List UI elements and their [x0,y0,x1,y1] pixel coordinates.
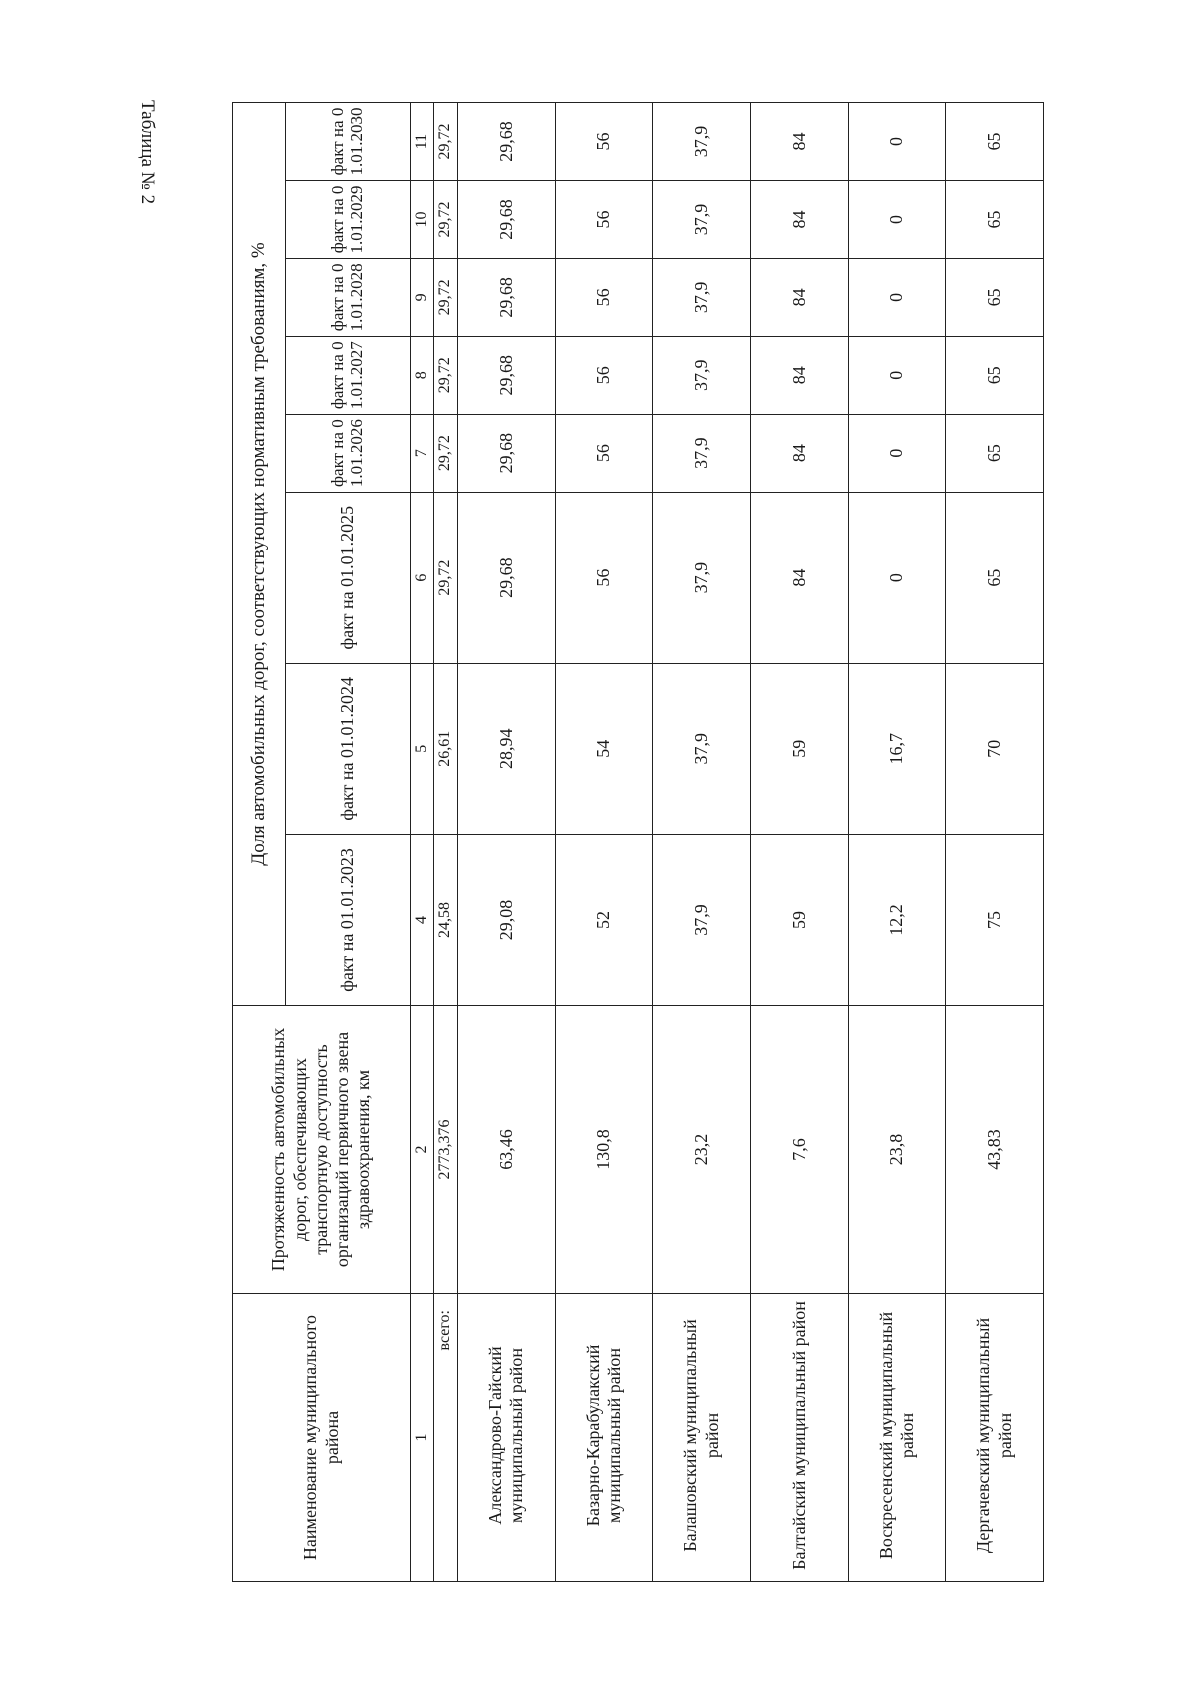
district-name: Александрово-Гайский муниципальный район [457,1294,555,1582]
total-value: 24,58 [434,834,457,1005]
column-number: 5 [411,663,434,834]
share-value: 0 [848,336,946,414]
share-value: 65 [946,181,1044,259]
share-value: 65 [946,492,1044,663]
district-name: Дергачевский муниципальный район [946,1294,1044,1582]
share-value: 0 [848,492,946,663]
share-value: 37,9 [653,663,751,834]
column-number: 10 [411,181,434,259]
share-value: 16,7 [848,663,946,834]
table-row [848,103,946,1582]
share-value: 56 [555,103,653,181]
rotated-table-sheet [232,102,1044,1582]
share-value: 0 [848,181,946,259]
district-name: Балашовский муниципальный район [653,1294,751,1582]
header-year: факт на 01.01.2029 [286,181,411,259]
share-value: 56 [555,492,653,663]
share-value: 37,9 [653,258,751,336]
share-value: 29,68 [457,181,555,259]
table-row [457,103,555,1582]
share-value: 37,9 [653,834,751,1005]
share-value: 29,68 [457,336,555,414]
header-year: факт на 01.01.2026 [286,414,411,492]
share-value: 56 [555,414,653,492]
share-value: 65 [946,103,1044,181]
share-value: 56 [555,336,653,414]
table-row [750,103,848,1582]
district-length: 7,6 [750,1006,848,1294]
district-length: 63,46 [457,1006,555,1294]
header-name: Наименование муниципального района [233,1294,411,1582]
header-share: Доля автомобильных дорог, соответствующих нормативным требованиям, % [233,103,286,1006]
share-value: 29,68 [457,414,555,492]
share-value: 84 [750,181,848,259]
header-year: факт на 01.01.2028 [286,258,411,336]
total-value: 26,61 [434,663,457,834]
total-label: всего: [434,1294,457,1582]
header-year: факт на 01.01.2027 [286,336,411,414]
share-value: 56 [555,258,653,336]
share-value: 65 [946,258,1044,336]
total-value: 29,72 [434,258,457,336]
header-year: факт на 01.01.2023 [286,834,411,1005]
total-value: 29,72 [434,181,457,259]
roads-share-table [232,102,1044,1582]
district-length: 23,2 [653,1006,751,1294]
share-value: 59 [750,834,848,1005]
district-name: Балтайский муниципальный район [750,1294,848,1582]
share-value: 12,2 [848,834,946,1005]
share-value: 29,68 [457,492,555,663]
share-value: 29,68 [457,258,555,336]
share-value: 0 [848,103,946,181]
share-value: 0 [848,414,946,492]
column-number: 9 [411,258,434,336]
share-value: 70 [946,663,1044,834]
header-year: факт на 01.01.2024 [286,663,411,834]
table-row [555,103,653,1582]
district-name: Воскресенский муниципальный район [848,1294,946,1582]
share-value: 37,9 [653,181,751,259]
column-number: 6 [411,492,434,663]
share-value: 65 [946,414,1044,492]
share-value: 84 [750,103,848,181]
share-value: 29,68 [457,103,555,181]
share-value: 59 [750,663,848,834]
column-number: 4 [411,834,434,1005]
total-value: 29,72 [434,336,457,414]
district-name: Базарно-Карабулакский муниципальный район [555,1294,653,1582]
total-row [434,103,457,1582]
table-row [653,103,751,1582]
header-year: факт на 01.01.2025 [286,492,411,663]
column-numbers-row [411,103,434,1582]
share-value: 37,9 [653,414,751,492]
share-value: 37,9 [653,492,751,663]
share-value: 75 [946,834,1044,1005]
total-value: 29,72 [434,103,457,181]
district-length: 130,8 [555,1006,653,1294]
column-number: 8 [411,336,434,414]
share-value: 28,94 [457,663,555,834]
table-caption: Таблица № 2 [137,100,158,205]
share-value: 52 [555,834,653,1005]
header-year: факт на 01.01.2030 [286,103,411,181]
share-value: 37,9 [653,336,751,414]
header-length: Протяженность автомобильных дорог, обеспечивающих транспортную доступность организаций первичного звена здравоохранения, км [233,1006,411,1294]
share-value: 84 [750,258,848,336]
share-value: 84 [750,492,848,663]
column-number: 1 [411,1294,434,1582]
share-value: 84 [750,336,848,414]
share-value: 84 [750,414,848,492]
share-value: 0 [848,258,946,336]
district-length: 23,8 [848,1006,946,1294]
total-value: 29,72 [434,492,457,663]
share-value: 65 [946,336,1044,414]
share-value: 54 [555,663,653,834]
share-value: 29,08 [457,834,555,1005]
share-value: 37,9 [653,103,751,181]
district-length: 43,83 [946,1006,1044,1294]
total-length: 2773,376 [434,1006,457,1294]
share-value: 56 [555,181,653,259]
column-number: 11 [411,103,434,181]
column-number: 2 [411,1006,434,1294]
table-row [946,103,1044,1582]
column-number: 7 [411,414,434,492]
total-value: 29,72 [434,414,457,492]
